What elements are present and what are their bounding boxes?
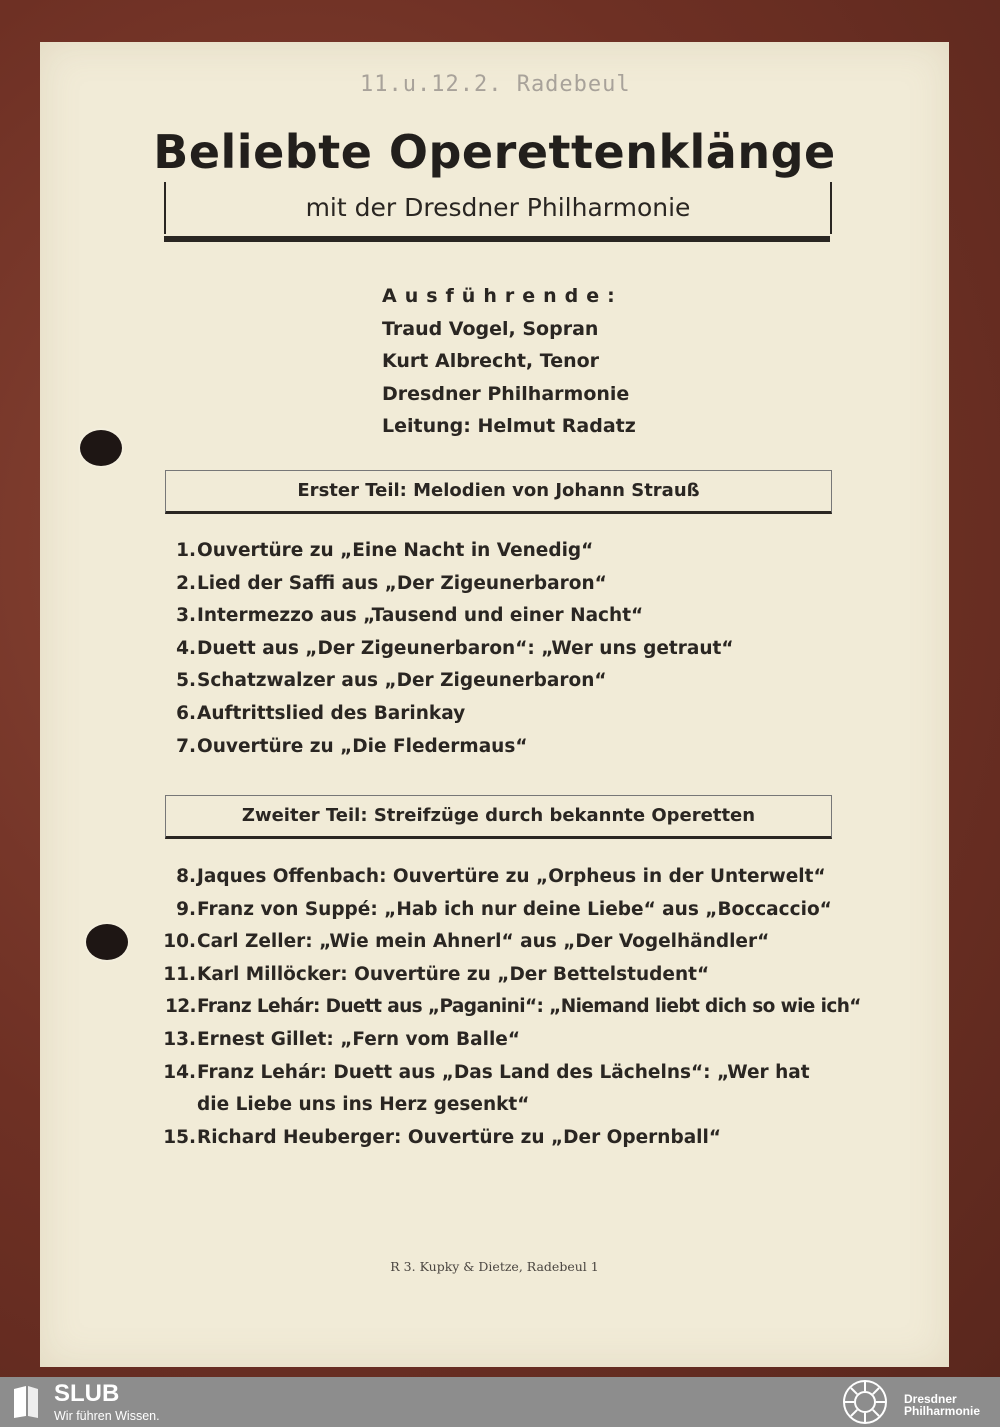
item-number: 11. [163, 963, 196, 985]
item-number: 4. [176, 637, 196, 659]
part1-heading: Erster Teil: Melodien von Johann Strauß [165, 470, 832, 514]
item-number: 5. [176, 670, 196, 692]
item-text: Karl Millöcker: Ouvertüre zu „Der Bettelstudent“ [197, 963, 710, 985]
performer-line: Leitung: Helmut Radatz [382, 415, 636, 437]
item-number: 7. [176, 735, 196, 757]
item-number: 9. [176, 898, 196, 920]
item-number: 13. [163, 1028, 196, 1050]
item-text: Franz Lehár: Duett aus „Paganini“: „Niemand liebt dich so wie ich“ [197, 996, 861, 1018]
philharmonie-logo-icon [840, 1378, 890, 1426]
item-text: Franz Lehár: Duett aus „Das Land des Lächelns“: „Wer hat die Liebe uns ins Herz gesenkt“ [197, 1061, 810, 1116]
item-number: 2. [176, 572, 196, 594]
item-number: 14. [163, 1061, 196, 1083]
page-title: Beliebte Operettenklänge [153, 125, 836, 179]
list-item [160, 1122, 860, 1155]
performer-line: Kurt Albrecht, Tenor [382, 350, 600, 372]
performers-heading: Ausführende: [382, 285, 623, 307]
list-item [160, 1024, 860, 1057]
list-item [160, 665, 860, 698]
philharmonie-line2: Philharmonie [904, 1404, 981, 1418]
list-item [160, 991, 860, 1024]
item-number: 8. [176, 866, 196, 887]
item-text: Duett aus „Der Zigeunerbaron“: „Wer uns getraut“ [197, 637, 734, 659]
item-text: Ouvertüre zu „Die Fledermaus“ [197, 735, 528, 757]
item-text: Ouvertüre zu „Eine Nacht in Venedig“ [197, 540, 594, 561]
item-text: Ernest Gillet: „Fern vom Balle“ [197, 1028, 521, 1050]
list-item [160, 926, 860, 959]
part2-list [160, 861, 860, 1154]
slub-tagline: Wir führen Wissen. [54, 1409, 160, 1423]
performer-line: Traud Vogel, Sopran [382, 317, 599, 340]
punch-hole-bottom [86, 924, 128, 960]
book-icon [12, 1385, 40, 1419]
slub-logo-text: SLUB [54, 1380, 120, 1407]
item-number: 1. [176, 540, 196, 561]
list-item [160, 894, 860, 927]
performer-line: Dresdner Philharmonie [382, 382, 630, 405]
list-item [160, 568, 860, 601]
item-number: 12. [165, 996, 196, 1018]
list-item [160, 535, 860, 568]
item-number: 3. [176, 605, 196, 627]
printer-imprint: R 3. Kupky & Dietze, Radebeul 1 [390, 1259, 599, 1274]
item-text: Carl Zeller: „Wie mein Ahnerl“ aus „Der Vogelhändler“ [197, 931, 770, 953]
item-text: Lied der Saffi aus „Der Zigeunerbaron“ [197, 572, 607, 594]
item-text: Jaques Offenbach: Ouvertüre zu „Orpheus in der Unterwelt“ [197, 866, 826, 887]
subtitle: mit der Dresdner Philharmonie [305, 193, 691, 222]
item-text: Franz von Suppé: „Hab ich nur deine Liebe“ aus „Boccaccio“ [197, 898, 832, 920]
item-text: Richard Heuberger: Ouvertüre zu „Der Opernball“ [197, 1126, 722, 1148]
item-number: 6. [176, 702, 196, 724]
philharmonie-line1: Dresdner [904, 1392, 957, 1406]
list-item [160, 1057, 860, 1122]
list-item [160, 861, 860, 894]
list-item [160, 600, 860, 633]
item-number: 10. [163, 931, 196, 953]
performers-block [382, 280, 802, 443]
punch-hole-top [80, 430, 122, 466]
item-text: Intermezzo aus „Tausend und einer Nacht“ [197, 605, 644, 627]
part1-list [160, 535, 860, 763]
list-item [160, 698, 860, 731]
list-item [160, 731, 860, 764]
item-text: Schatzwalzer aus „Der Zigeunerbaron“ [197, 670, 607, 692]
part2-heading: Zweiter Teil: Streifzüge durch bekannte Operetten [165, 795, 832, 839]
item-text: Auftrittslied des Barinkay [197, 702, 466, 724]
date-stamp: 11.u.12.2. Radebeul [360, 72, 631, 97]
subtitle-rule [164, 236, 830, 242]
list-item [160, 959, 860, 992]
philharmonie-logo-text [904, 1393, 980, 1417]
list-item [160, 633, 860, 666]
item-number: 15. [163, 1126, 196, 1148]
